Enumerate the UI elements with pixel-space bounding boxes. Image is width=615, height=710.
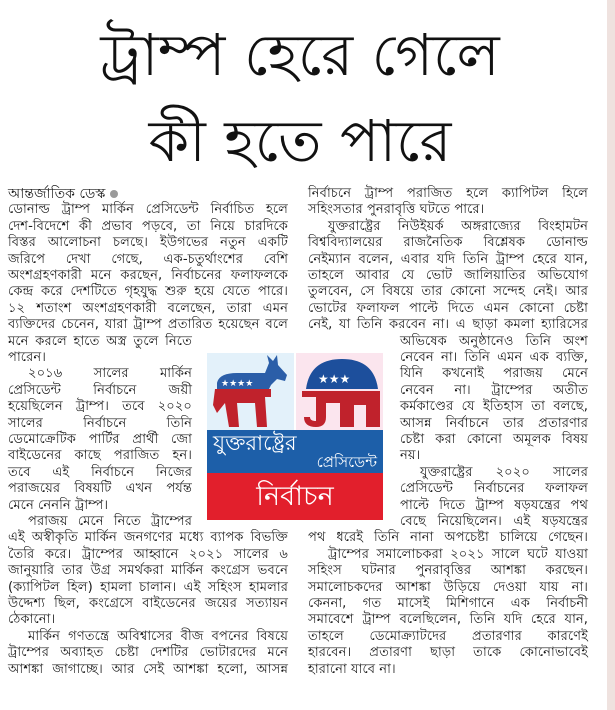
article-line: তাহলে আবার যে ভোট জালিয়াতির অভিযোগ [308, 268, 588, 283]
article-line: বিস্তর আলোচনা চলছে। ইউগভের নতুন একটি [8, 235, 288, 251]
article-line: প্রেসিডেন্ট নির্বাচনে জয়ী [8, 382, 192, 398]
article-line: পারেন। [8, 350, 46, 365]
article-line: মার্কিন গণতন্ত্রে অবিশ্বাসের বীজ বপনের বিষয়ে [28, 628, 288, 644]
article-line: পরাজয় মেনে নিতে ট্রাম্পের [28, 514, 192, 529]
article-line: আশঙ্কা জাগাচ্ছে। আর সেই আশঙ্কা হলো, আসন্ন [8, 661, 288, 677]
article-line: বিশ্ববিদ্যালয়ের রাজনৈতিক বিশ্লেষক ডোনাল্ড [308, 235, 588, 251]
elephant-icon [296, 353, 383, 430]
article-line: উদ্দেশ্য ছিল, কংগ্রেসে বাইডেনের জয়ের সত্যায়ন [8, 596, 288, 611]
article-line: ১২ শতাংশ অংশগ্রহণকারী বলেছেন, তারা এমন [8, 300, 288, 316]
article-line: এই অস্বীকৃতি মার্কিন জনগণের মধ্যে ব্যাপক বিভক্তি [8, 530, 288, 546]
graphic-text-election: নির্বাচন [256, 481, 334, 512]
article-line: নির্বাচনে ট্রাম্প পরাজিত হলে ক্যাপিটল হিলে [308, 186, 588, 201]
graphic-text-president: প্রেসিডেন্ট [316, 453, 377, 471]
article-line: আসন্ন নির্বাচনে তার প্রতারণার [400, 415, 588, 431]
article-line: তৈরি করে। ট্রাম্পের আহ্বানে ২০২১ সালের ৬ [8, 546, 288, 562]
article-line: কর্মকাণ্ডের যে ইতিহাস তা বলছে, [400, 399, 588, 415]
graphic-red-band [207, 473, 383, 520]
article-line: হারবেন। প্রতারণা ছাড়া তাকে কোনোভাবেই [308, 645, 588, 661]
article-line: বাইডেনের কাছে পরাজিত হন। [8, 448, 192, 464]
article-line: ঠেকানো। [8, 612, 56, 628]
article-line: হয়েছিলেন ট্রাম্প। তবে ২০২০ [8, 399, 192, 415]
article-line: সালের নির্বাচনে তিনি [8, 415, 192, 431]
article-line: তাহলে ডেমোক্র্যাটদের প্রতারণার কারণেই [308, 628, 588, 644]
article-line: সমাবেশে ট্রাম্প বলেছিলেন, তিনি যদি হেরে যান, [308, 612, 588, 628]
article-line: হারানো যাবে না। [308, 661, 396, 677]
donkey-icon [207, 353, 294, 430]
article-line: নেই, যা তিনি করবেন না। এ ছাড়া কমলা হ্যারিসের [308, 317, 588, 333]
article-line: নেবেন না। তিনি এমন এক ব্যক্তি, [400, 350, 588, 365]
article-line: তুলবেন, সে বিষয়ে তার কোনো সন্দেহ নেই। আর [308, 284, 588, 300]
article-line: সহিংসতার পুনরাবৃত্তি ঘটতে পারে। [308, 202, 485, 218]
byline [8, 186, 118, 202]
article-line: (ক্যাপিটল হিল) হামলা চালান। এই সহিংস হামলার [8, 579, 288, 595]
article-line: নেবেন না। ট্রাম্পের অতীত [400, 382, 588, 398]
headline-line-2: কী হতে পারে [148, 107, 452, 175]
article-line: যুক্তরাষ্ট্রের ২০২০ সালের [420, 464, 588, 480]
article-line: মনে করলে হাতে অস্ত্র তুলে নিতে [8, 333, 192, 349]
article-line: ডোনাল্ড ট্রাম্প মার্কিন প্রেসিডেন্ট নির্বাচিত হলে [8, 202, 288, 218]
article-line: পথ ধরেই তিনি নানা অপচেষ্টা চালিয়ে গেছেন। [308, 530, 588, 546]
republican-panel [296, 353, 383, 430]
byline-text: আন্তর্জাতিক ডেস্ক [8, 186, 106, 202]
article-line: ট্রাম্পের অব্যাহত চেষ্টা দেশটির ভোটারদের মনে [8, 645, 288, 661]
article-line: অভিষেক অনুষ্ঠানেও তিনি অংশ [400, 333, 588, 349]
article-line: যুক্তরাষ্ট্রের নিউইয়র্ক অঙ্গরাজ্যের বিংহামটন [328, 218, 588, 234]
article-line: প্রেসিডেন্ট নির্বাচনের ফলাফল [400, 481, 588, 497]
article-line: সহিংস ঘটনার পুনরাবৃত্তির আশঙ্কা করছেন। [308, 563, 588, 579]
headline-line-1: ট্রাম্প হেরে গেলে [100, 21, 500, 89]
election-graphic [207, 353, 383, 520]
article-line: অংশগ্রহণকারী মনে করছেন, নির্বাচনের ফলাফলকে [8, 268, 288, 283]
article-line: বেছে নিয়েছিলেন। এই ষড়যন্ত্রের [400, 514, 588, 529]
article-line: পাল্টে দিতে ট্রাম্প ষড়যন্ত্রের পথ [400, 497, 588, 513]
article-line: পরাজয়ের বিষয়টি এখন পর্যন্ত [8, 481, 192, 497]
article-line: জানুয়ারি তার উগ্র সমর্থকরা মার্কিন কংগ্রেস ভবনে [8, 563, 288, 579]
article-line: সমালোচকদের আশঙ্কা উড়িয়ে দেওয়া যায় না। [308, 579, 588, 595]
article-line: ২০১৬ সালের মার্কিন [28, 366, 192, 382]
article-line: দেশ-বিদেশে কী প্রভাব পড়বে, তা নিয়ে চারদিকে [8, 218, 288, 234]
svg-text:★★★★: ★★★★ [221, 379, 254, 389]
article-line: নেইম্যান বলেন, এবার যদি তিনি ট্রাম্প হেরে যান, [308, 251, 588, 267]
article-line: কেননা, গত মাসেই মিশিগানে এক নির্বাচনী [308, 596, 588, 611]
bullet-icon [110, 190, 118, 198]
article-line: ট্রাম্পের সমালোচকরা ২০২১ সালে ঘটে যাওয়া [328, 546, 588, 562]
article-line: মেনে নেননি ট্রাম্প। [8, 497, 109, 513]
article-line: চেষ্টা করা কোনো অমূলক বিষয় [400, 432, 588, 447]
article-line: যিনি কখনোই পরাজয় মেনে [400, 366, 588, 382]
article-line: তবে এই নির্বাচনে নিজের [8, 464, 192, 480]
graphic-text-usa: যুক্তরাষ্ট্রের [213, 431, 297, 455]
article-line: ভোটের ফলাফল পাল্টে দিতে এমন কোনো চেষ্টা [308, 300, 588, 316]
democrat-panel [207, 353, 294, 430]
article-line: জরিপে দেখা গেছে, এক-চতুর্থাংশের বেশি [8, 251, 288, 267]
article-line: ব্যক্তিদের চেনেন, যারা ট্রাম্প প্রতারিত হয়েছেন বলে [8, 317, 288, 333]
page-edge-strip [607, 0, 615, 710]
article-line: ডেমোক্রেটিক পার্টির প্রার্থী জো [8, 432, 192, 447]
article-line: কেন্দ্র করে দেশটিতে গৃহযুদ্ধ শুরু হয়ে যেতে পারে। [8, 284, 288, 300]
graphic-blue-band [207, 430, 383, 473]
svg-text:★★★: ★★★ [318, 372, 351, 386]
article-line: নয়। [400, 448, 421, 464]
